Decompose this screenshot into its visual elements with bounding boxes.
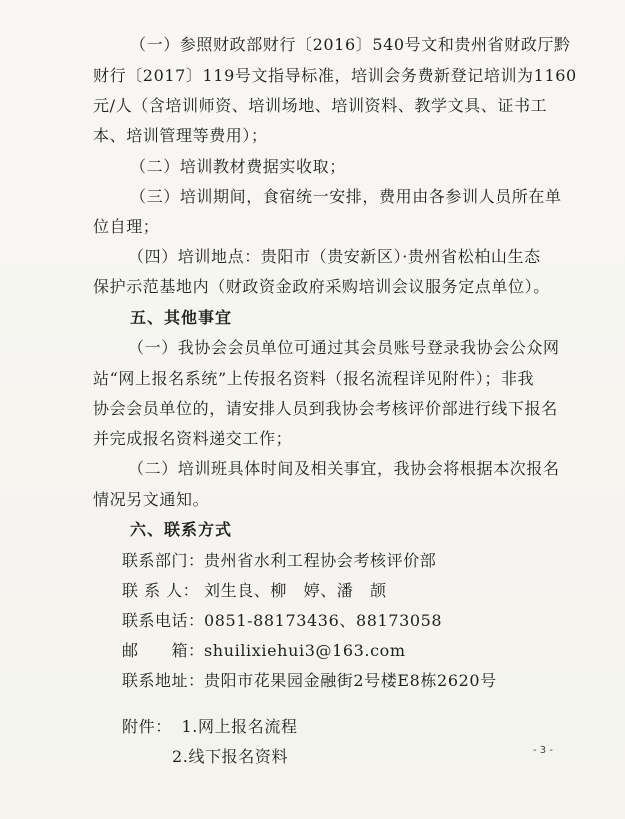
contact-person-label: 联 系 人： xyxy=(122,581,200,600)
contact-address-row xyxy=(122,671,497,691)
section6-heading: 六、联系方式 xyxy=(130,520,233,539)
s4-p1-line3: 元/人（含培训师资、培训场地、培训资料、教学文具、证书工 xyxy=(93,96,548,115)
s4-p4-line2: 保护示范基地内（财政资金政府采购培训会议服务定点单位）。 xyxy=(93,277,550,296)
s5-p1-line1: （一）我协会会员单位可通过其会员账号登录我协会公众网 xyxy=(128,338,560,357)
contact-address-label: 联系地址： xyxy=(122,671,205,690)
contact-dept-row xyxy=(122,551,436,571)
contact-person-value: 刘生良、柳 婷、潘 颉 xyxy=(204,581,387,600)
contact-dept-label: 联系部门： xyxy=(122,551,205,570)
s4-p1-line1: （一）参照财政部财行〔2016〕540号文和贵州省财政厅黔 xyxy=(130,35,571,54)
s5-p2-line1: （二）培训班具体时间及相关事宜，我协会将根据本次报名 xyxy=(128,459,560,478)
contact-email-value: shuilixiehui3@163.com xyxy=(204,641,406,660)
s4-p3-line1: （三）培训期间，食宿统一安排，费用由各参训人员所在单 xyxy=(130,187,562,206)
attachment-item-2: 2.线下报名资料 xyxy=(172,747,289,766)
s5-p1-line4: 并完成报名资料递交工作； xyxy=(93,429,293,448)
section5-heading: 五、其他事宜 xyxy=(130,308,233,327)
contact-person-row xyxy=(122,581,387,601)
s4-p3-line2: 位自理； xyxy=(93,217,160,236)
s5-p1-line3: 协会会员单位的，请安排人员到我协会考核评价部进行线下报名 xyxy=(93,399,558,418)
attachment-item-1: 1.网上报名流程 xyxy=(181,717,298,736)
contact-phone-row xyxy=(122,611,442,631)
contact-email-row xyxy=(122,641,406,661)
attachment-label: 附件： xyxy=(122,717,172,736)
attachment-row-1 xyxy=(122,717,298,737)
s5-p2-line2: 情况另文通知。 xyxy=(93,490,210,509)
s5-p1-line2: 站“网上报名系统”上传报名资料（报名流程详见附件）；非我 xyxy=(93,369,535,388)
contact-email-label: 邮 箱： xyxy=(122,641,205,660)
s4-p2: （二）培训教材费据实收取； xyxy=(130,157,346,176)
contact-phone-value: 0851-88173436、88173058 xyxy=(204,611,443,630)
contact-dept-value: 贵州省水利工程协会考核评价部 xyxy=(204,551,437,570)
page-number: - 3 - xyxy=(533,745,553,756)
contact-address-value: 贵阳市花果园金融街2号楼E8栋2620号 xyxy=(204,671,497,690)
s4-p1-line2: 财行〔2017〕119号文指导标准，培训会务费新登记培训为1160 xyxy=(93,66,577,85)
contact-phone-label: 联系电话： xyxy=(122,611,205,630)
s4-p1-line4: 本、培训管理等费用）； xyxy=(93,126,268,145)
s4-p4-line1: （四）培训地点：贵阳市（贵安新区）·贵州省松柏山生态 xyxy=(128,247,541,266)
